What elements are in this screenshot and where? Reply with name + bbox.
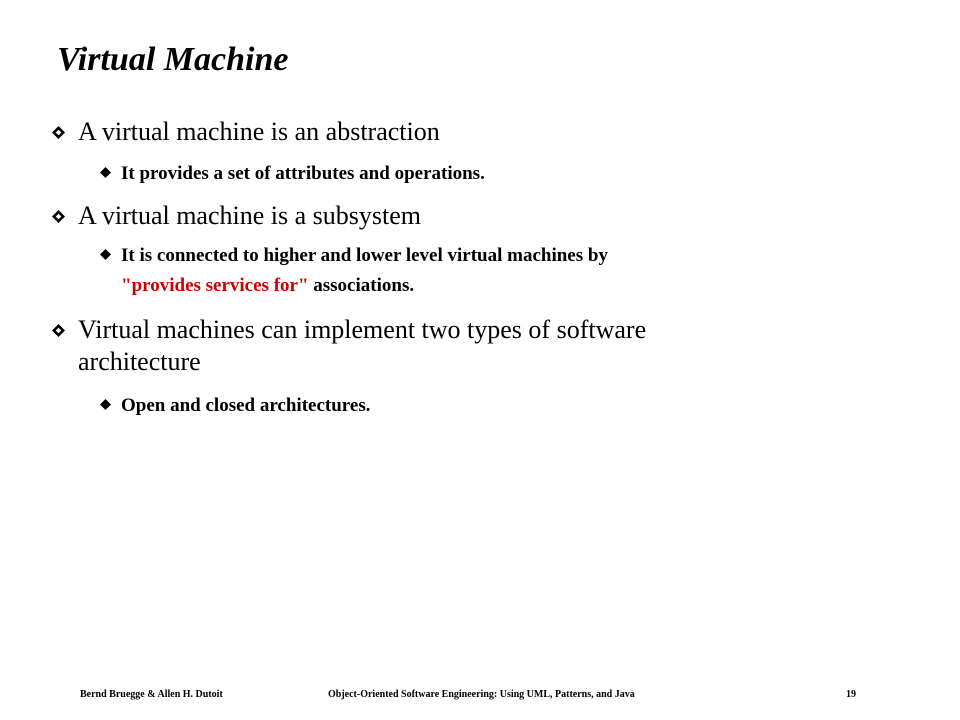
sub-bullet-item-3-1 [121,392,370,420]
highlighted-association: provides services for [131,275,298,296]
page-number: 19 [846,689,856,700]
sub-bullet-text-line1: It is connected to higher and lower level virtual machines by [121,245,608,266]
footer-authors: Bernd Bruegge & Allen H. Dutoit [80,689,223,700]
quote-open: " [121,275,132,296]
sub-bullet-text: It provides a set of attributes and operations. [121,163,485,184]
filled-diamond-bullet-icon [100,167,111,178]
quote-close: " [297,275,309,296]
bullet-text-line1: Virtual machines can implement two types of software [78,315,647,344]
filled-diamond-bullet-icon [100,399,111,410]
bullet-item-3 [78,314,646,346]
bullet-text: A virtual machine is a subsystem [78,201,422,230]
sub-bullet-item-2-1 [121,242,608,270]
bullet-text: A virtual machine is an abstraction [78,117,440,146]
footer-book-title: Object-Oriented Software Engineering: Using UML, Patterns, and Java [328,689,635,700]
bullet-text-line2: architecture [78,347,201,376]
bullet-item-1 [78,116,440,148]
sub-bullet-item-1-1 [121,160,485,188]
bullet-item-2 [78,200,421,232]
filled-diamond-bullet-icon [100,249,111,260]
bullet-item-3-continuation [78,346,201,378]
open-diamond-bullet-icon [52,324,65,337]
sub-bullet-text-line2: associations. [308,275,415,296]
slide-title: Virtual Machine [57,41,289,78]
open-diamond-bullet-icon [52,126,65,139]
sub-bullet-text: Open and closed architectures. [121,395,371,416]
open-diamond-bullet-icon [52,210,65,223]
sub-bullet-item-2-1-continuation [121,272,414,300]
